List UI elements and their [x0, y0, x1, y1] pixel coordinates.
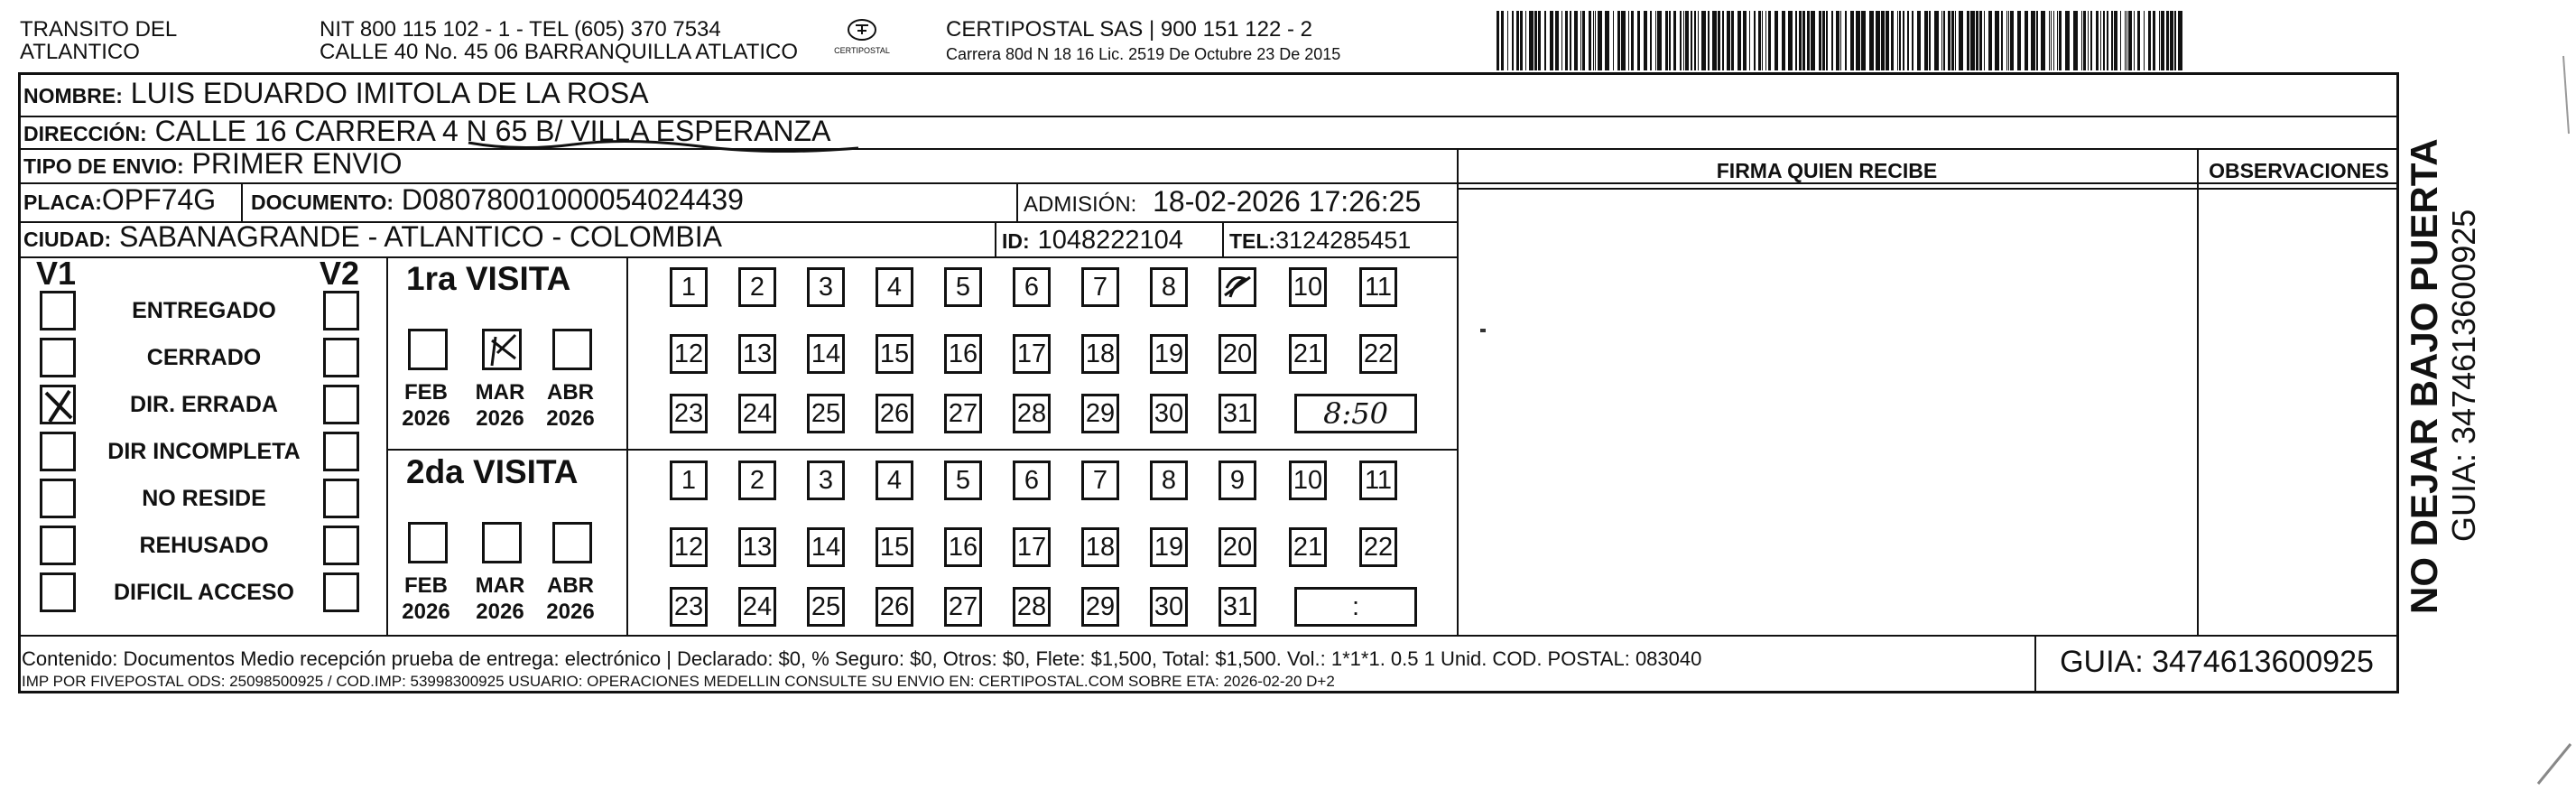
day-box[interactable]: 22	[1359, 527, 1397, 567]
direccion-label: DIRECCIÓN:	[23, 122, 147, 145]
month-year: 2026	[476, 600, 524, 624]
month-year: 2026	[546, 600, 595, 624]
documento-label: DOCUMENTO:	[251, 191, 394, 214]
v1-label: V1	[36, 255, 77, 292]
day-box[interactable]: 18	[1081, 334, 1119, 374]
footer-print-info: IMP POR FIVEPOSTAL ODS: 25098500925 / COD.IMP: 53998300925 USUARIO: OPERACIONES MEDELLIN CONSULTE SU ENVIO EN: CERTIPOSTAL.COM SOBRE ETA: 2026-02-20 D+2	[22, 673, 1335, 690]
status-label: DIR INCOMPLETA	[107, 439, 301, 464]
day-box[interactable]: 4	[876, 267, 913, 307]
sender-org-line1: TRANSITO DEL	[20, 17, 178, 42]
day-box[interactable]: 26	[876, 587, 913, 627]
status-label: NO RESIDE	[142, 486, 266, 511]
sender-address: CALLE 40 No. 45 06 BARRANQUILLA ATLATICO	[320, 40, 799, 64]
footer-guia: GUIA: 3474613600925	[2060, 645, 2374, 679]
barcode	[1496, 11, 2186, 72]
day-box[interactable]: 15	[876, 527, 913, 567]
sender-info	[320, 18, 798, 63]
day-box[interactable]: 8	[1150, 461, 1188, 500]
status-label: REHUSADO	[139, 533, 269, 558]
day-box[interactable]: 7	[1081, 461, 1119, 500]
admision-field	[1024, 184, 1421, 222]
month-name: MAR	[475, 380, 525, 405]
day-box[interactable]: 21	[1289, 334, 1327, 374]
month-name: ABR	[547, 573, 594, 598]
day-box[interactable]: 20	[1219, 334, 1256, 374]
courier-name: CERTIPOSTAL SAS | 900 151 122 - 2	[946, 17, 1312, 42]
day-box[interactable]: 4	[876, 461, 913, 500]
v1-checkbox[interactable]	[40, 385, 76, 424]
month-name: FEB	[404, 380, 448, 405]
direccion-value: CALLE 16 CARRERA 4 N 65 B/ VILLA ESPERANZA	[154, 115, 831, 147]
day-box[interactable]: 16	[944, 334, 982, 374]
ciudad-field	[23, 219, 722, 256]
month-label	[538, 572, 603, 625]
v2-checkbox[interactable]	[323, 432, 359, 471]
nombre-value: LUIS EDUARDO IMITOLA DE LA ROSA	[130, 77, 649, 109]
admision-label: ADMISIÓN:	[1024, 192, 1137, 217]
day-box[interactable]: 24	[738, 394, 776, 433]
day-box[interactable]: 3	[807, 461, 845, 500]
day-box[interactable]: 19	[1150, 334, 1188, 374]
day-box[interactable]: 17	[1013, 527, 1051, 567]
day-box[interactable]: 12	[670, 527, 708, 567]
tel-value: 3124285451	[1275, 227, 1412, 254]
v1-checkbox[interactable]	[40, 526, 76, 565]
id-value: 1048222104	[1037, 226, 1183, 255]
day-box[interactable]: 27	[944, 394, 982, 433]
day-box[interactable]: 2	[738, 461, 776, 500]
month-checkbox[interactable]	[408, 522, 448, 563]
nombre-field	[23, 76, 649, 113]
courier-info	[946, 18, 1340, 64]
v2-checkbox[interactable]	[323, 479, 359, 518]
visit2-title: 2da VISITA	[406, 453, 579, 490]
placa-value: OPF74G	[101, 183, 217, 216]
day-box[interactable]: 21	[1289, 527, 1327, 567]
speck	[1480, 329, 1486, 332]
placa-label: PLACA:	[23, 191, 102, 214]
ciudad-label: CIUDAD:	[23, 228, 112, 251]
day-box[interactable]: 25	[807, 394, 845, 433]
sender-org-line2: ATLANTICO	[20, 40, 140, 64]
v1-checkbox[interactable]	[40, 479, 76, 518]
courier-license: Carrera 80d N 18 16 Lic. 2519 De Octubre 23 De 2015	[946, 45, 1341, 63]
day-box[interactable]	[1219, 267, 1256, 307]
month-label	[468, 572, 533, 625]
v1-checkbox[interactable]	[40, 432, 76, 471]
day-box[interactable]: 11	[1359, 267, 1397, 307]
side-guia: GUIA: 3474613600925	[2445, 209, 2482, 542]
day-box[interactable]: 23	[670, 587, 708, 627]
status-label: DIR. ERRADA	[130, 392, 278, 417]
day-box[interactable]: 10	[1289, 461, 1327, 500]
id-field	[1002, 221, 1183, 258]
day-box[interactable]: 11	[1359, 461, 1397, 500]
day-box[interactable]: 20	[1219, 527, 1256, 567]
day-box[interactable]: 28	[1013, 587, 1051, 627]
day-box[interactable]: 29	[1081, 394, 1119, 433]
time-box[interactable]: :	[1294, 587, 1417, 627]
month-label	[394, 379, 459, 432]
day-box[interactable]: 28	[1013, 394, 1051, 433]
sender-nit: NIT 800 115 102 - 1 - TEL (605) 370 7534	[320, 17, 721, 42]
month-name: ABR	[547, 380, 594, 405]
day-box[interactable]: 14	[807, 527, 845, 567]
month-year: 2026	[402, 406, 450, 431]
logo-icon	[847, 18, 877, 42]
visit1-title: 1ra VISITA	[406, 260, 571, 297]
month-checkbox[interactable]	[552, 522, 592, 563]
day-box[interactable]: 18	[1081, 527, 1119, 567]
tipo-value: PRIMER ENVIO	[191, 147, 403, 180]
day-box[interactable]: 17	[1013, 334, 1051, 374]
observaciones-header: OBSERVACIONES	[2209, 159, 2389, 182]
month-year: 2026	[546, 406, 595, 431]
documento-value: D08078001000054024439	[401, 183, 744, 216]
no-dejar-warning: NO DEJAR BAJO PUERTA	[2403, 138, 2445, 614]
page-corner-mark	[2536, 740, 2572, 786]
footer-contents: Contenido: Documentos Medio recepción prueba de entrega: electrónico | Declarado: $0, % Seguro: $0, Otros: $0, Flete: $1,500, Total: $1,500. Vol.: 1*1*1. 0.5 1 Unid. COD. POSTAL: 083040	[22, 647, 1702, 670]
v2-checkbox[interactable]	[323, 526, 359, 565]
v2-checkbox[interactable]	[323, 572, 359, 612]
v2-checkbox[interactable]	[323, 385, 359, 424]
month-name: MAR	[475, 573, 525, 598]
day-box[interactable]: 6	[1013, 267, 1051, 307]
status-label: CERRADO	[146, 345, 262, 370]
month-checkbox[interactable]	[482, 522, 522, 563]
day-box[interactable]: 15	[876, 334, 913, 374]
documento-field	[251, 182, 744, 219]
month-year: 2026	[402, 600, 450, 624]
month-name: FEB	[404, 573, 448, 598]
month-checkbox[interactable]	[552, 329, 592, 370]
underline-mark	[465, 134, 862, 155]
day-box[interactable]: 23	[670, 394, 708, 433]
tel-field	[1229, 221, 1411, 258]
admision-value: 18-02-2026 17:26:25	[1153, 185, 1422, 218]
tipo-label: TIPO DE ENVIO:	[23, 154, 184, 178]
v2-checkbox[interactable]	[323, 338, 359, 377]
status-label: ENTREGADO	[132, 298, 276, 323]
sender-org	[20, 18, 177, 63]
placa-field	[23, 182, 216, 219]
day-box[interactable]: 26	[876, 394, 913, 433]
day-box[interactable]: 6	[1013, 461, 1051, 500]
day-box[interactable]: 31	[1219, 587, 1256, 627]
day-box[interactable]: 2	[738, 267, 776, 307]
day-box[interactable]: 5	[944, 461, 982, 500]
day-box[interactable]: 29	[1081, 587, 1119, 627]
day-box[interactable]: 27	[944, 587, 982, 627]
day-box[interactable]: 16	[944, 527, 982, 567]
day-box[interactable]: 24	[738, 587, 776, 627]
day-box[interactable]: 9	[1219, 461, 1256, 500]
day-box[interactable]: 31	[1219, 394, 1256, 433]
day-box[interactable]: 3	[807, 267, 845, 307]
status-label: DIFICIL ACCESO	[113, 580, 294, 605]
day-box[interactable]: 30	[1150, 587, 1188, 627]
month-label	[394, 572, 459, 625]
month-checkbox[interactable]	[482, 329, 522, 370]
v1-checkbox[interactable]	[40, 338, 76, 377]
day-box[interactable]: 1	[670, 267, 708, 307]
day-box[interactable]: 22	[1359, 334, 1397, 374]
v2-checkbox[interactable]	[323, 291, 359, 330]
day-box[interactable]: 10	[1289, 267, 1327, 307]
day-box[interactable]: 1	[670, 461, 708, 500]
month-year: 2026	[476, 406, 524, 431]
day-box[interactable]: 7	[1081, 267, 1119, 307]
tipo-field	[23, 146, 402, 183]
certipostal-logo	[826, 18, 898, 63]
day-box[interactable]: 13	[738, 334, 776, 374]
day-box[interactable]: 19	[1150, 527, 1188, 567]
v1-checkbox[interactable]	[40, 291, 76, 330]
id-label: ID:	[1002, 229, 1030, 253]
day-box[interactable]: 5	[944, 267, 982, 307]
month-label	[468, 379, 533, 432]
day-box[interactable]: 13	[738, 527, 776, 567]
ciudad-value: SABANAGRANDE - ATLANTICO - COLOMBIA	[119, 220, 722, 253]
day-box[interactable]: 12	[670, 334, 708, 374]
tel-label: TEL:	[1229, 229, 1276, 253]
time-box[interactable]: 8:50	[1294, 394, 1417, 433]
day-box[interactable]: 30	[1150, 394, 1188, 433]
day-box[interactable]: 14	[807, 334, 845, 374]
firma-header: FIRMA QUIEN RECIBE	[1716, 159, 1938, 182]
v1-checkbox[interactable]	[40, 572, 76, 612]
day-box[interactable]: 25	[807, 587, 845, 627]
month-label	[538, 379, 603, 432]
page-edge-mark	[2560, 54, 2572, 135]
v2-label: V2	[320, 255, 360, 292]
month-checkbox[interactable]	[408, 329, 448, 370]
day-box[interactable]: 8	[1150, 267, 1188, 307]
logo-text: CERTIPOSTAL	[834, 46, 890, 55]
nombre-label: NOMBRE:	[23, 84, 123, 107]
